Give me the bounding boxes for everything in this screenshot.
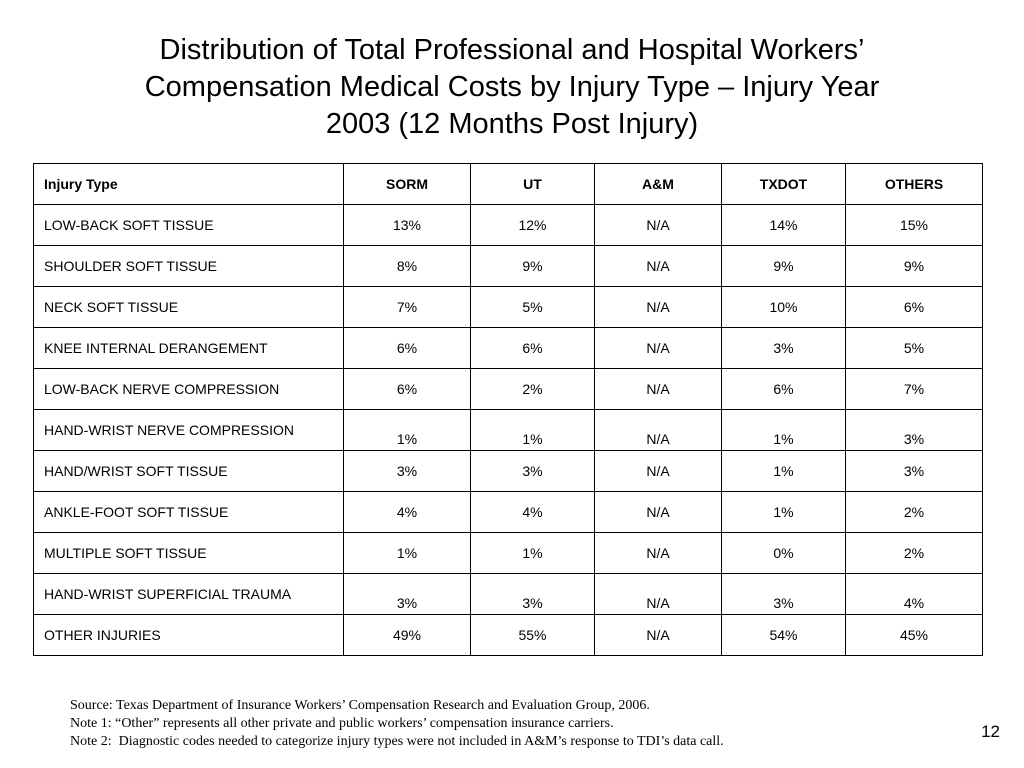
cell-am: N/A xyxy=(595,451,722,492)
cell-txdot: 3% xyxy=(722,328,846,369)
cell-am: N/A xyxy=(595,369,722,410)
cell-ut: 9% xyxy=(471,246,595,287)
table-row xyxy=(34,533,983,574)
title-line-2: Compensation Medical Costs by Injury Type – Injury Year xyxy=(144,71,880,103)
cell-ut: 1% xyxy=(471,410,595,451)
row-label: HAND/WRIST SOFT TISSUE xyxy=(34,451,344,492)
footnotes xyxy=(70,697,724,751)
table-row xyxy=(34,451,983,492)
cell-ut: 55% xyxy=(471,615,595,656)
table-row xyxy=(34,328,983,369)
table-row xyxy=(34,615,983,656)
cell-sorm: 1% xyxy=(344,533,471,574)
cell-txdot: 6% xyxy=(722,369,846,410)
cell-others: 15% xyxy=(846,205,983,246)
cell-am: N/A xyxy=(595,328,722,369)
cell-others: 3% xyxy=(846,451,983,492)
table-row xyxy=(34,410,983,451)
cell-sorm: 7% xyxy=(344,287,471,328)
row-label: LOW-BACK NERVE COMPRESSION xyxy=(34,369,344,410)
cell-others: 3% xyxy=(846,410,983,451)
cell-txdot: 1% xyxy=(722,451,846,492)
note-1: Note 1: “Other” represents all other private and public workers’ compensation insurance carriers. xyxy=(70,716,614,731)
table-header-row xyxy=(34,164,983,205)
cell-ut: 3% xyxy=(471,574,595,615)
injury-cost-table xyxy=(33,163,983,656)
cell-am: N/A xyxy=(595,246,722,287)
cell-sorm: 49% xyxy=(344,615,471,656)
cell-txdot: 10% xyxy=(722,287,846,328)
cell-sorm: 3% xyxy=(344,451,471,492)
cell-txdot: 9% xyxy=(722,246,846,287)
cell-others: 45% xyxy=(846,615,983,656)
source-note: Source: Texas Department of Insurance Workers’ Compensation Research and Evaluation Group, 2006. xyxy=(70,698,650,713)
cell-sorm: 13% xyxy=(344,205,471,246)
cell-others: 5% xyxy=(846,328,983,369)
cell-am: N/A xyxy=(595,410,722,451)
cell-ut: 3% xyxy=(471,451,595,492)
cell-am: N/A xyxy=(595,615,722,656)
cell-am: N/A xyxy=(595,574,722,615)
cell-others: 9% xyxy=(846,246,983,287)
header-others: OTHERS xyxy=(846,164,983,205)
cell-others: 2% xyxy=(846,533,983,574)
cell-ut: 2% xyxy=(471,369,595,410)
header-am: A&M xyxy=(595,164,722,205)
row-label: HAND-WRIST SUPERFICIAL TRAUMA xyxy=(34,574,344,615)
cell-sorm: 3% xyxy=(344,574,471,615)
cell-txdot: 0% xyxy=(722,533,846,574)
note-2: Note 2: Diagnostic codes needed to categorize injury types were not included in A&M’s response to TDI’s data call. xyxy=(70,734,724,749)
table-row xyxy=(34,369,983,410)
cell-am: N/A xyxy=(595,205,722,246)
cell-others: 2% xyxy=(846,492,983,533)
table-row xyxy=(34,574,983,615)
row-label: KNEE INTERNAL DERANGEMENT xyxy=(34,328,344,369)
row-label: LOW-BACK SOFT TISSUE xyxy=(34,205,344,246)
cell-others: 7% xyxy=(846,369,983,410)
row-label: SHOULDER SOFT TISSUE xyxy=(34,246,344,287)
title-line-3: 2003 (12 Months Post Injury) xyxy=(325,108,699,140)
cell-am: N/A xyxy=(595,492,722,533)
cell-sorm: 6% xyxy=(344,369,471,410)
row-label: NECK SOFT TISSUE xyxy=(34,287,344,328)
cell-ut: 5% xyxy=(471,287,595,328)
cell-ut: 6% xyxy=(471,328,595,369)
table-row xyxy=(34,492,983,533)
cell-txdot: 1% xyxy=(722,492,846,533)
header-sorm: SORM xyxy=(344,164,471,205)
table-row xyxy=(34,287,983,328)
row-label: MULTIPLE SOFT TISSUE xyxy=(34,533,344,574)
header-ut: UT xyxy=(471,164,595,205)
cell-sorm: 8% xyxy=(344,246,471,287)
cell-txdot: 1% xyxy=(722,410,846,451)
table-row xyxy=(34,205,983,246)
cell-am: N/A xyxy=(595,287,722,328)
cell-ut: 12% xyxy=(471,205,595,246)
cell-am: N/A xyxy=(595,533,722,574)
cell-sorm: 6% xyxy=(344,328,471,369)
row-label: OTHER INJURIES xyxy=(34,615,344,656)
cell-txdot: 3% xyxy=(722,574,846,615)
cell-others: 6% xyxy=(846,287,983,328)
cell-others: 4% xyxy=(846,574,983,615)
cell-ut: 1% xyxy=(471,533,595,574)
cell-txdot: 14% xyxy=(722,205,846,246)
cell-ut: 4% xyxy=(471,492,595,533)
header-injury-type: Injury Type xyxy=(34,164,344,205)
page-number: 12 xyxy=(981,722,1000,741)
slide-title xyxy=(40,32,984,143)
cell-sorm: 4% xyxy=(344,492,471,533)
table-row xyxy=(34,246,983,287)
row-label: ANKLE-FOOT SOFT TISSUE xyxy=(34,492,344,533)
header-txdot: TXDOT xyxy=(722,164,846,205)
row-label: HAND-WRIST NERVE COMPRESSION xyxy=(34,410,344,451)
cell-txdot: 54% xyxy=(722,615,846,656)
cell-sorm: 1% xyxy=(344,410,471,451)
title-line-1: Distribution of Total Professional and Hospital Workers’ xyxy=(159,34,865,66)
